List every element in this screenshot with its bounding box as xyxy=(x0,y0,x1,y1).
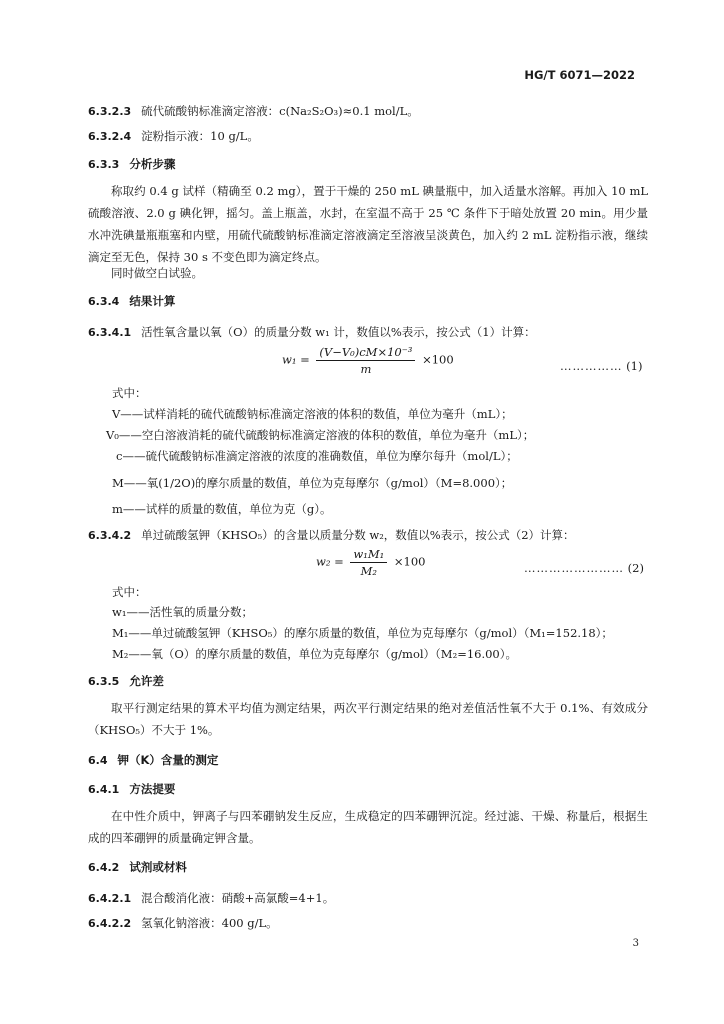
heading-6-4-2 xyxy=(88,860,187,875)
heading-number: 6.4 xyxy=(88,754,108,767)
heading-6-4-1 xyxy=(88,782,175,797)
heading-6-3-4 xyxy=(88,294,175,309)
formula-fraction xyxy=(350,547,387,578)
formula-denominator: m xyxy=(360,362,372,376)
formula-lhs: w₁ = xyxy=(282,352,310,367)
variable-definition: V₀——空白溶液消耗的硫代硫酸钠标准滴定溶液的体积的数值，单位为毫升（mL）； xyxy=(106,428,535,442)
heading-number: 6.3.3 xyxy=(88,158,120,171)
variable-definition: M₂——氧（O）的摩尔质量的数值，单位为克每摩尔（g/mol）（M₂=16.00）。 xyxy=(112,647,517,661)
variable-definition: m——试样的质量的数值，单位为克（g）。 xyxy=(112,502,332,516)
clause-6-3-2-4 xyxy=(88,129,259,144)
heading-6-4 xyxy=(88,753,218,768)
formula-1 xyxy=(282,345,454,376)
clause-text: 混合酸消化液：硝酸+高氯酸=4+1。 xyxy=(141,891,335,905)
variable-definition: V——试样消耗的硫代硫酸钠标准滴定溶液的体积的数值，单位为毫升（mL）； xyxy=(112,407,513,421)
method-summary-paragraph: 在中性介质中，钾离子与四苯硼钠发生反应，生成稳定的四苯硼钾沉淀。经过滤、干燥、称量后，根据生成的四苯硼钾的质量确定钾含量。 xyxy=(88,809,648,845)
heading-number: 6.3.4 xyxy=(88,295,120,308)
heading-number: 6.4.2 xyxy=(88,861,120,874)
where-lead-1: 式中： xyxy=(112,386,147,400)
clause-text: 淀粉指示液：10 g/L。 xyxy=(141,129,259,143)
clause-6-4-2-1 xyxy=(88,891,334,906)
clause-text: 活性氧含量以氧（O）的质量分数 w₁ 计，数值以%表示，按公式（1）计算： xyxy=(141,325,536,339)
heading-title: 方法提要 xyxy=(129,782,176,796)
heading-title: 分析步骤 xyxy=(129,157,176,171)
clause-6-3-4-2 xyxy=(88,528,575,543)
formula-multiplier: ×100 xyxy=(393,554,426,569)
formula-2 xyxy=(316,547,426,578)
clause-number: 6.4.2.1 xyxy=(88,892,132,905)
formula-2-label xyxy=(524,561,644,575)
clause-6-3-4-1 xyxy=(88,325,536,340)
variable-definition: M₁——单过硫酸氢钾（KHSO₅）的摩尔质量的数值，单位为克每摩尔（g/mol）（M₁=152.18）； xyxy=(112,626,613,640)
equation-number: (1) xyxy=(626,359,643,373)
heading-title: 允许差 xyxy=(129,674,164,688)
variable-definition: c——硫代硫酸钠标准滴定溶液的浓度的准确数值，单位为摩尔每升（mol/L）； xyxy=(116,449,518,463)
variable-definition: w₁——活性氧的质量分数； xyxy=(112,605,253,619)
clause-text: 氢氧化钠溶液：400 g/L。 xyxy=(141,916,278,930)
heading-title: 试剂或材料 xyxy=(129,860,187,874)
formula-1-label xyxy=(560,359,642,373)
clause-number: 6.3.4.2 xyxy=(88,529,132,542)
blank-test-paragraph: 同时做空白试验。 xyxy=(111,266,203,280)
equation-number: (2) xyxy=(627,561,644,575)
clause-number: 6.3.2.3 xyxy=(88,105,132,118)
clause-text: 单过硫酸氢钾（KHSO₅）的含量以质量分数 w₂，数值以%表示，按公式（2）计算： xyxy=(141,528,575,542)
clause-number: 6.3.4.1 xyxy=(88,326,132,339)
formula-numerator: w₁M₁ xyxy=(350,547,387,563)
page-number: 3 xyxy=(632,938,639,949)
formula-fraction xyxy=(316,345,415,376)
formula-denominator: M₂ xyxy=(360,564,378,578)
standard-number: HG/T 6071—2022 xyxy=(524,68,635,82)
formula-lhs: w₂ = xyxy=(316,554,344,569)
leader-dots: …………… xyxy=(560,359,623,373)
formula-multiplier: ×100 xyxy=(422,352,454,367)
heading-6-3-5 xyxy=(88,674,164,689)
heading-title: 钾（K）含量的测定 xyxy=(117,753,219,767)
heading-number: 6.3.5 xyxy=(88,675,120,688)
formula-numerator: (V−V₀)cM×10⁻³ xyxy=(316,345,415,361)
procedure-paragraph: 称取约 0.4 g 试样（精确至 0.2 mg），置于干燥的 250 mL 碘量瓶中，加入适量水溶解。再加入 10 mL 硫酸溶液、2.0 g 碘化钾，摇匀。盖上瓶盖，水封，在室温不高于 25 ℃ 条件下于暗处放置 20 min。用少量水冲洗碘量瓶瓶塞和内壁，用硫代硫酸钠标准滴定溶液滴定至溶液呈淡黄色，加入约 2 mL 淀粉指示液，继续滴定至无色，保持 30 s 不变色即为滴定终点。 xyxy=(88,184,648,264)
heading-title: 结果计算 xyxy=(129,294,176,308)
variable-definition: M——氧(1/2O)的摩尔质量的数值，单位为克每摩尔（g/mol）（M=8.000）； xyxy=(112,476,513,490)
heading-6-3-3 xyxy=(88,157,175,172)
heading-number: 6.4.1 xyxy=(88,783,120,796)
clause-text: 硫代硫酸钠标准滴定溶液：c(Na₂S₂O₃)≈0.1 mol/L。 xyxy=(141,104,419,118)
leader-dots: …………………… xyxy=(524,561,624,575)
clause-number: 6.4.2.2 xyxy=(88,917,132,930)
tolerance-paragraph: 取平行测定结果的算术平均值为测定结果，两次平行测定结果的绝对差值活性氧不大于 0.1%、有效成分（KHSO₅）不大于 1%。 xyxy=(88,701,648,737)
clause-6-3-2-3 xyxy=(88,104,419,119)
clause-6-4-2-2 xyxy=(88,916,278,931)
where-lead-2: 式中： xyxy=(112,585,147,599)
clause-number: 6.3.2.4 xyxy=(88,130,132,143)
